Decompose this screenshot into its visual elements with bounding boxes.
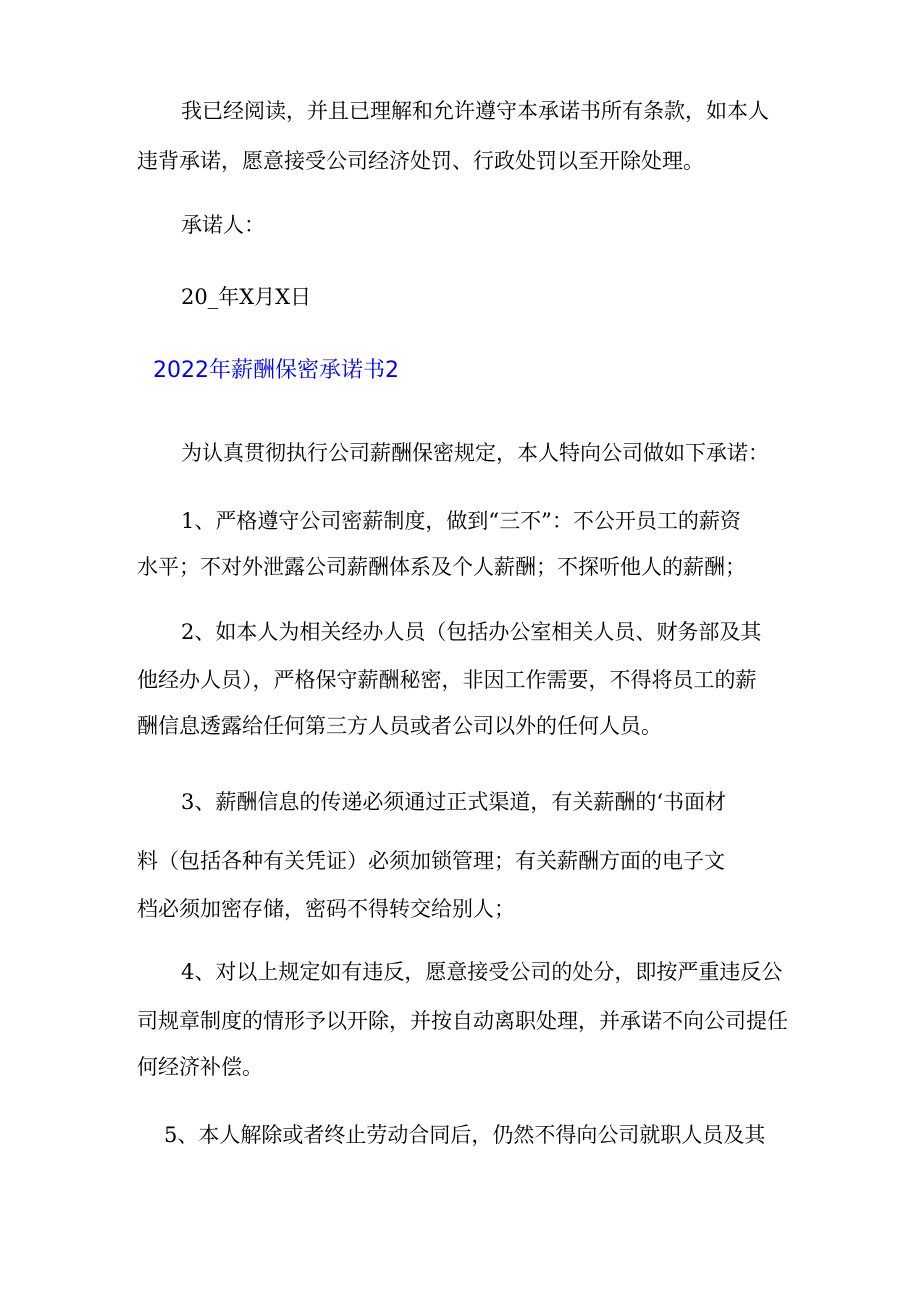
item-3-line: 料（包括各种有关凭证）必须加锁管理；有关薪酬方面的电子文: [137, 849, 725, 873]
item-2-line: 2、如本人为相关经办人员（包括办公室相关人员、财务部及其: [181, 620, 762, 644]
item-1-line: 水平；不对外泄露公司薪酬体系及个人薪酬；不探听他人的薪酬；: [137, 555, 746, 579]
item-2-line: 他经办人员），严格保守薪酬秘密，非因工作需要，不得将员工的薪: [137, 668, 757, 692]
item-5-line: 5、本人解除或者终止劳动合同后，仍然不得向公司就职人员及其: [164, 1123, 766, 1147]
section-title: 2022年薪酬保密承诺书2: [153, 358, 399, 383]
closing-paragraph-line: 我已经阅读，并且已理解和允许遵守本承诺书所有条款，如本人: [181, 99, 769, 123]
item-2-line: 酬信息透露给任何第三方人员或者公司以外的任何人员。: [137, 714, 662, 738]
date-line: 20_年X月X日: [181, 285, 312, 309]
item-4-line: 司规章制度的情形予以开除，并按自动离职处理，并承诺不向公司提任: [137, 1009, 788, 1033]
signer-label: 承诺人：: [181, 213, 265, 237]
item-4-line: 4、对以上规定如有违反，愿意接受公司的处分，即按严重违反公: [181, 960, 783, 984]
item-4-line: 何经济补偿。: [137, 1055, 263, 1079]
closing-paragraph-line: 违背承诺，愿意接受公司经济处罚、行政处罚以至开除处理。: [137, 149, 704, 173]
item-1-line: 1、严格遵守公司密薪制度，做到“三不”：不公开员工的薪资: [181, 509, 741, 533]
intro-paragraph: 为认真贯彻执行公司薪酬保密规定，本人特向公司做如下承诺：: [181, 441, 769, 465]
item-3-line: 3、薪酬信息的传递必须通过正式渠道，有关薪酬的‘书面材: [181, 790, 727, 814]
item-3-line: 档必须加密存储，密码不得转交给别人；: [137, 897, 515, 921]
